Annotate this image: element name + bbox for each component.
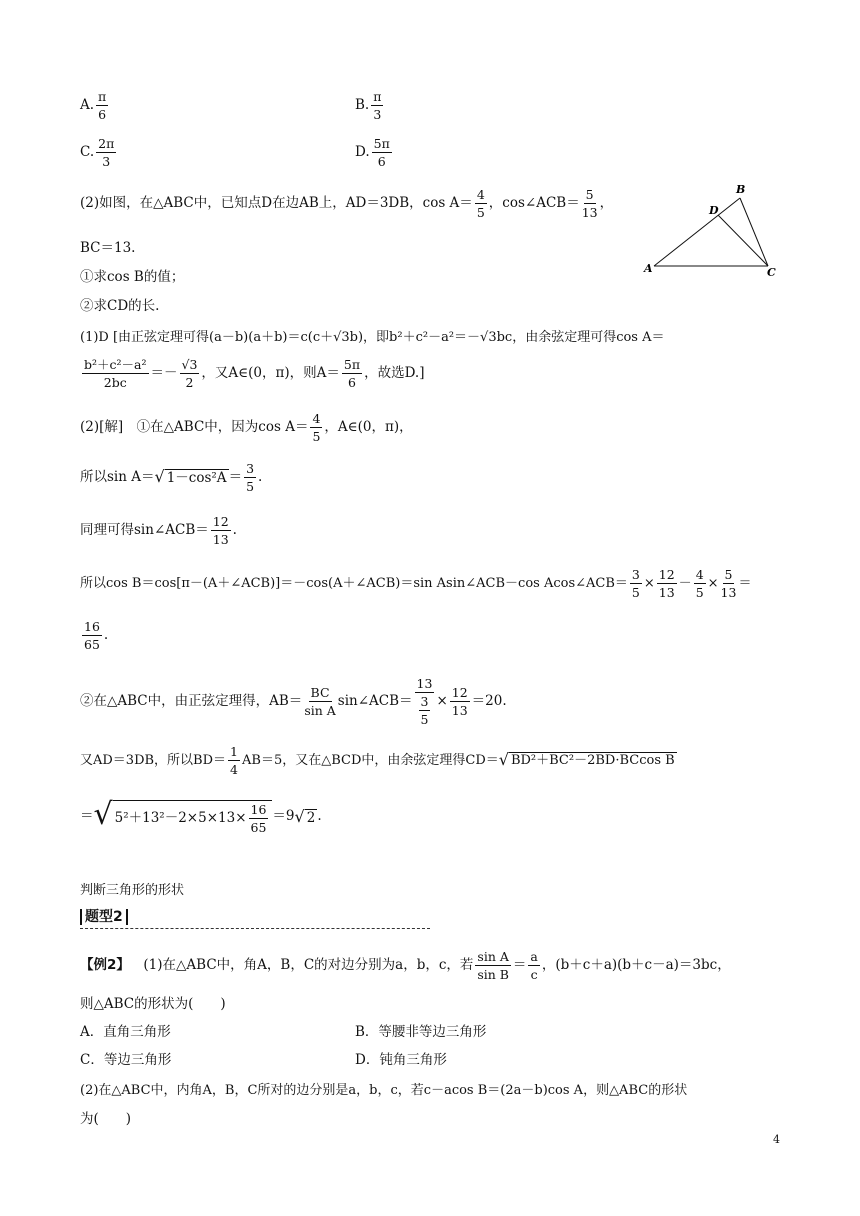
- minus-sign: －: [678, 576, 692, 592]
- option-a: [80, 90, 110, 121]
- fraction-denominator: 6: [377, 154, 386, 170]
- fraction-numerator: b²＋c²－a²: [82, 358, 149, 374]
- fraction-numerator: π: [96, 90, 108, 106]
- cosACB-fraction: [582, 188, 598, 219]
- solution-s3-pre: 同理可得sin∠ACB＝: [80, 521, 209, 538]
- fraction-numerator: a: [528, 950, 539, 966]
- solution-s8-end: .: [317, 808, 322, 825]
- fraction-numerator: 5π: [342, 358, 362, 374]
- sqrt-expression: √ BD²＋BC²－2BD·BCcos B: [498, 750, 675, 770]
- fraction-denominator: 6: [98, 107, 107, 123]
- times-sign: ×: [643, 576, 655, 592]
- example2-option-d: D．钝角三角形: [355, 1052, 447, 1068]
- option-d-label: D.: [355, 143, 370, 160]
- fraction-denominator: 13: [212, 532, 229, 548]
- fraction-denominator: 2: [185, 375, 194, 391]
- solution-line5: [80, 620, 108, 651]
- solution-s7-pre: 又AD＝3DB，所以BD＝: [80, 753, 227, 769]
- solution-s1-pre: (2)[解] ①在△ABC中，因为cos A＝: [80, 418, 309, 435]
- label-b: B: [736, 183, 746, 196]
- s4-fraction-4: [721, 568, 737, 599]
- fraction-numerator: sin A: [475, 950, 510, 966]
- problem2-mid: ，cos∠ACB＝: [488, 194, 580, 211]
- fraction-denominator: 5: [476, 205, 485, 221]
- side-bc: [740, 198, 768, 266]
- sqrt-body: [113, 800, 273, 834]
- solution-s6-mid: sin∠ACB＝: [337, 692, 413, 709]
- example2-p2-line2: 为( ): [80, 1111, 132, 1127]
- fraction-numerator: 1: [228, 745, 240, 761]
- solution-s6-end: ＝20.: [471, 692, 507, 709]
- solution-line1: [80, 412, 413, 443]
- solution-s3-end: .: [232, 521, 237, 538]
- fraction-numerator: BC: [309, 686, 332, 702]
- fraction-denominator: 3: [102, 154, 111, 170]
- option-c-label: C.: [80, 143, 95, 160]
- fraction-numerator: 12: [450, 686, 470, 702]
- fraction-denominator: 2bc: [103, 375, 127, 391]
- s4-fraction-3: [694, 568, 706, 599]
- problem2-intro: (2)如图，在△ABC中，已知点D在边AB上，AD＝3DB，cos A＝: [80, 194, 473, 211]
- solution-s8-pre: ＝: [80, 808, 94, 825]
- fraction-denominator: 13: [658, 585, 675, 601]
- fraction-denominator: sin A: [304, 703, 336, 719]
- s2-fraction: [244, 462, 256, 493]
- fraction-denominator: 5: [246, 479, 255, 495]
- fraction-numerator: 4: [310, 412, 322, 428]
- fraction-numerator: 4: [694, 568, 706, 584]
- solution-s1-post: ，A∈(0，π)，: [324, 418, 413, 435]
- solution-s8-eq: ＝9: [272, 808, 295, 825]
- option-b-fraction: [371, 90, 383, 121]
- sqrt-body-text: 5²＋13²－2×5×13×: [114, 810, 247, 827]
- example2-p1-line2: 则△ABC的形状为( ): [80, 996, 226, 1012]
- sqrt3-fraction: [180, 358, 200, 389]
- fraction-denominator: 5: [631, 585, 640, 601]
- type-label-bar: [126, 909, 128, 925]
- cosine-law-fraction: [82, 358, 149, 389]
- question-1: ①求cos B的值；: [80, 269, 185, 285]
- page-number: 4: [773, 1133, 780, 1146]
- solution-s6-pre: ②在△ABC中，由正弦定理得，AB＝: [80, 692, 303, 709]
- fraction-denominator: 13: [720, 585, 737, 601]
- fraction-denominator: 5: [695, 585, 704, 601]
- fraction-denominator: 4: [230, 762, 238, 778]
- question-2: ②求CD的长.: [80, 298, 160, 314]
- example2-option-c: C．等边三角形: [80, 1052, 172, 1068]
- s5-fraction: [82, 620, 102, 651]
- fraction-denominator: 5: [312, 429, 321, 445]
- sqrt-body: 2: [306, 809, 316, 826]
- side-ab: [654, 198, 740, 266]
- equals-sign: ＝: [738, 576, 752, 592]
- example2-p1-pre: (1)在△ABC中，角A，B，C的对边分别为a，b，c，若: [129, 956, 474, 973]
- fraction-numerator: 13: [415, 677, 435, 693]
- angle-a-fraction: [342, 358, 362, 389]
- option-c: [80, 137, 118, 168]
- solution-line2: [80, 462, 262, 493]
- fraction-denominator: 13: [581, 205, 598, 221]
- option-b: [355, 90, 385, 121]
- solution-s4: 所以cos B＝cos[π－(A＋∠ACB)]＝－cos(A＋∠ACB)＝sin Asin∠ACB－cos Acos∠ACB＝: [80, 576, 628, 592]
- fraction-numerator: 5π: [372, 137, 392, 153]
- fraction-numerator: 16: [82, 620, 102, 636]
- label-d: D: [709, 204, 719, 217]
- solution-s2-end: .: [258, 468, 263, 485]
- fraction-denominator: c: [530, 967, 538, 983]
- example2-option-a: A．直角三角形: [80, 1024, 171, 1040]
- fraction-denominator: 65: [250, 820, 267, 836]
- label-c: C: [767, 266, 776, 279]
- fraction-denominator: 13: [451, 703, 468, 719]
- fraction-numerator: 4: [475, 188, 487, 204]
- problem2-line1: [80, 188, 613, 219]
- fraction-numerator: 2π: [96, 137, 116, 153]
- cosA-fraction: [475, 188, 487, 219]
- s1-fraction: [310, 412, 322, 443]
- fraction-numerator: π: [371, 90, 383, 106]
- fraction-denominator: 3: [373, 107, 382, 123]
- s4-fraction-2: [657, 568, 677, 599]
- option-d-fraction: [372, 137, 392, 168]
- s6-fraction-1: [304, 686, 335, 717]
- solution-s2-pre: 所以sin A＝: [80, 468, 155, 485]
- fraction-denominator: 5: [420, 712, 429, 728]
- answer1-after: ，又A∈(0，π)，则A＝: [201, 364, 340, 381]
- solution-s7-mid: AB＝5，又在△BCD中，由余弦定理得CD＝: [242, 753, 499, 769]
- side-ratio-fraction: [528, 950, 539, 981]
- problem2-tail: ，: [599, 194, 614, 211]
- label-a: A: [644, 262, 653, 275]
- sqrt-body: 1－cos²A: [166, 470, 227, 487]
- s7-fraction: [228, 745, 240, 776]
- s8-fraction: [249, 803, 269, 834]
- solution-line3: [80, 515, 237, 546]
- segment-cd: [718, 215, 768, 266]
- answer1-line1: (1)D [由正弦定理可得(a－b)(a＋b)＝c(c＋√3b)，即b²＋c²－a²＝－√3bc，由余弦定理可得cos A＝: [80, 330, 665, 345]
- fraction-numerator: 5: [584, 188, 596, 204]
- answer1-line2: [80, 358, 425, 389]
- fraction-denominator: 6: [348, 375, 356, 391]
- times-sign: ×: [436, 692, 448, 709]
- fraction-numerator: 3: [244, 462, 256, 478]
- example2-p2-line1: (2)在△ABC中，内角A，B，C所对的边分别是a，b，c，若c－acos B＝(2a－b)cos A，则△ABC的形状: [80, 1083, 688, 1098]
- fraction-denominator: sin B: [477, 967, 509, 983]
- sqrt-expression: √ 2: [294, 806, 316, 826]
- section-title: 判断三角形的形状: [80, 883, 185, 898]
- example2-line1: [80, 950, 731, 981]
- solution-line7: [80, 745, 677, 776]
- sqrt-expression: √ 1－cos²A: [154, 467, 227, 487]
- sqrt-body: BD²＋BC²－2BD·BCcos B: [510, 753, 675, 769]
- solution-s2-eq: ＝: [228, 468, 243, 485]
- solution-line4: [80, 568, 751, 599]
- example2-option-b: B．等腰非等边三角形: [355, 1024, 487, 1040]
- sqrt-expression-large: √ 5²＋13²－2×5×13× $\frac{16}{65}$: [94, 800, 273, 834]
- triangle-figure: [640, 180, 790, 280]
- fraction-numerator: 3: [630, 568, 642, 584]
- problem2-bc: BC＝13.: [80, 240, 136, 256]
- fraction-numerator: 5: [723, 568, 735, 584]
- option-b-label: B.: [355, 96, 370, 113]
- fraction-denominator: 65: [84, 637, 100, 653]
- fraction-denominator: [419, 693, 431, 726]
- fraction-numerator: 16: [249, 803, 269, 819]
- equals-sign: ＝: [512, 956, 527, 973]
- solution-s5-end: .: [103, 626, 109, 643]
- sin-ratio-fraction: [475, 950, 510, 981]
- s6-compound-fraction: [415, 677, 435, 726]
- option-a-fraction: [96, 90, 108, 121]
- answer1-eq: ＝－: [150, 364, 178, 381]
- example2-p1-post: ，(b＋c＋a)(b＋c－a)＝3bc，: [541, 956, 731, 973]
- s3-fraction: [211, 515, 231, 546]
- type-label: [80, 910, 128, 924]
- option-c-fraction: [96, 137, 116, 168]
- times-sign: ×: [707, 576, 719, 592]
- option-a-label: A.: [80, 96, 95, 113]
- example2-label: 【例2】: [80, 956, 130, 973]
- fraction-numerator: 12: [657, 568, 677, 584]
- solution-line8: [80, 797, 322, 836]
- section-divider: [80, 928, 430, 929]
- fraction-numerator: 3: [419, 695, 431, 711]
- s6-fraction-2: [450, 686, 470, 717]
- fraction-numerator: 12: [211, 515, 231, 531]
- answer1-end: ，故选D.]: [364, 364, 425, 381]
- s4-fraction-1: [630, 568, 642, 599]
- type-label-text: 题型2: [80, 909, 123, 925]
- option-d: [355, 137, 394, 168]
- fraction-numerator: √3: [180, 358, 200, 374]
- inner-fraction: [419, 695, 431, 726]
- solution-line6: [80, 677, 507, 726]
